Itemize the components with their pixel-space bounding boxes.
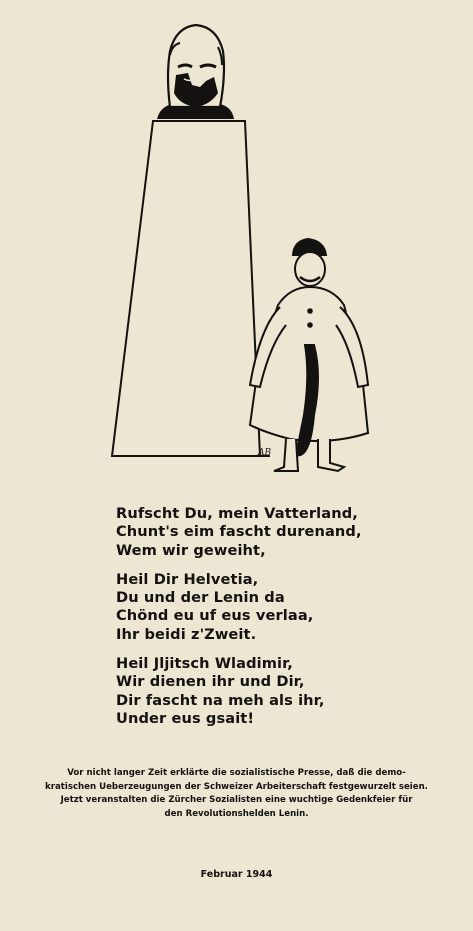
stanza-1 — [116, 505, 416, 560]
poem-line: Heil Jljitsch Wladimir, — [116, 655, 293, 673]
poem — [116, 505, 416, 739]
stanza-2 — [116, 571, 416, 644]
note-line: den Revolutionshelden Lenin. — [164, 808, 309, 819]
poem-line: Under eus gsait! — [116, 709, 255, 727]
note-line: kratischen Ueberzeugungen der Schweizer Arbeiterschaft festgewurzelt seien. — [45, 781, 428, 792]
note-line: Jetzt veranstalten die Zürcher Sozialisten eine wuchtige Gedenkfeier für — [60, 795, 413, 806]
poem-line: Rufscht Du, mein Vatterland, — [116, 505, 358, 522]
stanza-3 — [116, 655, 416, 728]
poem-line: Chunt's eim fascht durenand, — [116, 523, 362, 541]
pedestal — [112, 121, 270, 456]
bust-of-lenin — [157, 25, 234, 119]
poem-line: Du und der Lenin da — [116, 589, 285, 607]
poem-line: Heil Dir Helvetia, — [116, 570, 259, 588]
poem-line: Ihr beidi z'Zweit. — [116, 625, 257, 643]
poem-line: Wem wir geweiht, — [116, 541, 266, 559]
cartoon-illustration — [100, 15, 375, 475]
publication-date: Februar 1944 — [200, 869, 273, 880]
poem-line: Dir fascht na meh als ihr, — [116, 691, 325, 709]
artist-signature: AB — [258, 448, 272, 458]
soldier-figure — [250, 239, 368, 471]
poem-line: Wir dienen ihr und Dir, — [116, 673, 305, 691]
poem-line: Chönd eu uf eus verlaa, — [116, 607, 314, 625]
commentary-note — [14, 767, 459, 821]
note-line: Vor nicht langer Zeit erklärte die sozialistische Presse, daß die demo- — [67, 768, 406, 778]
